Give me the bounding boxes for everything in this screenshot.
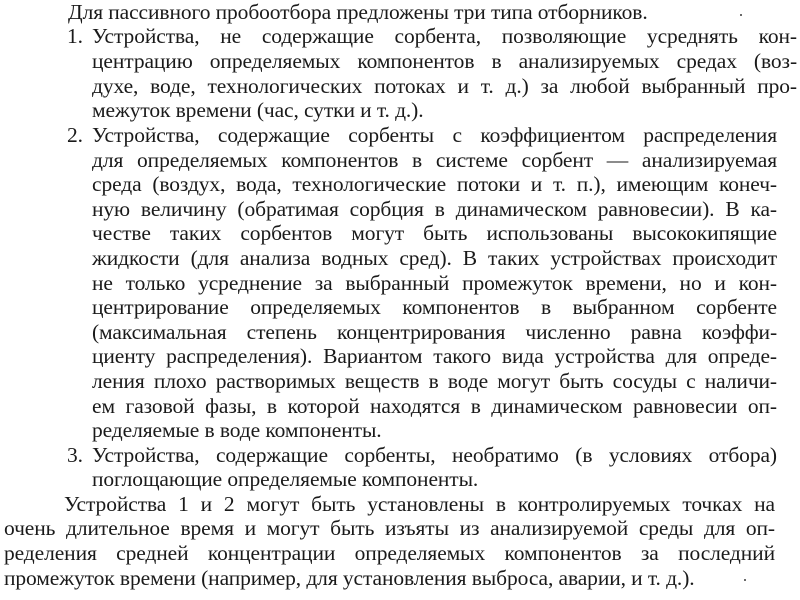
list-item-line: ем газовой фазы, в которой находятся в динамическом равновесии оп- bbox=[92, 394, 777, 418]
list-item-line: Устройства, содержащие сорбенты с коэффициентом распределения bbox=[92, 123, 777, 147]
list-item-line: Устройства, не содержащие сорбента, позволяющие усреднять кон- bbox=[92, 24, 797, 48]
list-item-line: Устройства, содержащие сорбенты, необратимо (в условиях отбора) bbox=[92, 443, 777, 467]
list-item-line: ределяемые в воде компоненты. bbox=[92, 418, 382, 442]
list-item-number: 3. bbox=[67, 443, 83, 467]
intro-text: Для пассивного пробоотбора предложены три типа отборников. bbox=[68, 0, 648, 24]
list-item-line: не только усреднение за выбранный промежуток времени, но и кон- bbox=[92, 271, 777, 295]
scan-speck bbox=[744, 579, 746, 581]
list-item-line: поглощающие определяемые компоненты. bbox=[92, 467, 479, 491]
list-item-line: ления плохо растворимых веществ в воде могут быть сосуды с наличи- bbox=[92, 369, 777, 393]
list-item-line: ную величину (обратимая сорбция в динамическом равновесии). В ка- bbox=[92, 197, 777, 221]
list-item-line: центрирование определяемых компонентов в выбранном сорбенте bbox=[92, 295, 777, 319]
list-item-line: циенту распределения). Вариантом такого вида устройства для опреде- bbox=[92, 344, 777, 368]
list-item-line: среда (воздух, вода, технологические потоки и т. п.), имеющим конеч- bbox=[92, 172, 777, 196]
list-item-line: духе, воде, технологических потоках и т. д.) за любой выбранный про- bbox=[92, 74, 797, 98]
list-item-number: 1. bbox=[67, 24, 83, 48]
list-item-line: честве таких сорбентов могут быть использованы высококипящие bbox=[92, 221, 777, 245]
list-item-line: межуток времени (час, сутки и т. д.). bbox=[92, 98, 424, 122]
list-item-number: 2. bbox=[67, 123, 83, 147]
list-item-line: (максимальная степень концентрирования численно равна коэффи- bbox=[92, 320, 777, 344]
list-item-line: для определяемых компонентов в системе сорбент — анализируемая bbox=[92, 148, 777, 172]
scan-speck bbox=[740, 14, 742, 16]
paragraph-line: ределения средней концентрации определяемых компонентов за последний bbox=[4, 541, 775, 565]
paragraph-line: очень длительное время и могут быть изъяты из анализируемой среды для оп- bbox=[4, 516, 775, 540]
paragraph-line: промежуток времени (например, для установления выброса, аварии, и т. д.). bbox=[4, 566, 695, 590]
list-item-line: центрацию определяемых компонентов в анализируемых средах (воз- bbox=[92, 49, 797, 73]
list-item-line: жидкости (для анализа водных сред). В таких устройствах происходит bbox=[92, 246, 777, 270]
paragraph-line: Устройства 1 и 2 могут быть установлены в контролируемых точках на bbox=[64, 492, 775, 516]
